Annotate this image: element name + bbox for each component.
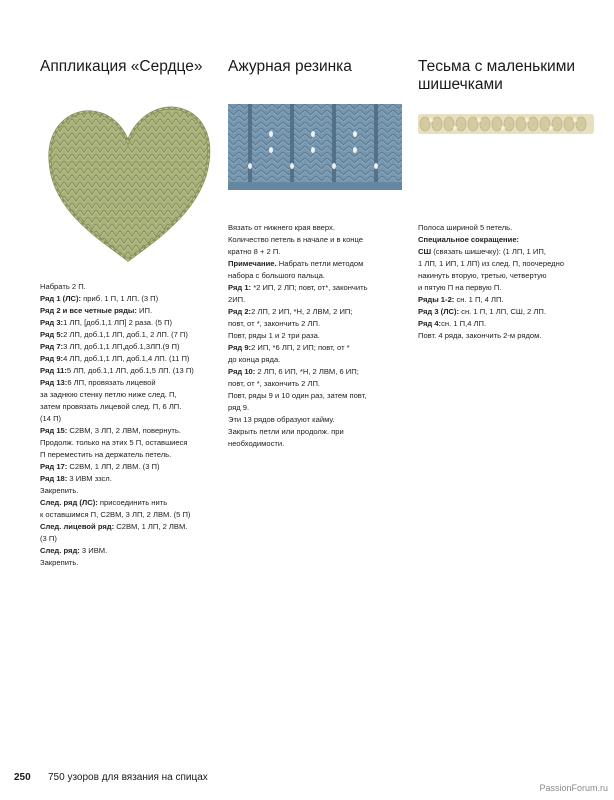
instruction-line: Полоса шириной 5 петель.	[418, 223, 513, 232]
instruction-line: (3 П)	[40, 534, 57, 543]
instruction-line: кратно 8 + 2 П.	[228, 247, 281, 256]
instruction-line: След. ряд: 3 ИВМ.	[40, 546, 108, 555]
title-line: Тесьма с маленькими	[418, 58, 576, 75]
instruction-line: 2ИП.	[228, 295, 246, 304]
instruction-line: до конца ряда.	[228, 355, 281, 364]
instruction-line: 1 ЛП, 1 ИП, 1 ЛП) из след. П, поочередно	[418, 259, 565, 268]
instruction-line: Ряд 18: 3 ИВМ ззсл.	[40, 474, 112, 483]
instruction-line: Ряды 1-2: сн. 1 П, 4 ЛП.	[418, 295, 504, 304]
instruction-line: Ряд 17: С2ВМ, 1 ЛП, 2 ЛВМ. (3 П)	[40, 462, 160, 471]
instruction-line: (14 П)	[40, 414, 62, 423]
bobble-cord-swatch-image	[418, 110, 594, 138]
lace-rib-instructions	[228, 222, 368, 450]
instruction-line: ряд 9.	[228, 403, 250, 412]
instruction-line: Примечание. Набрать петли методом	[228, 259, 364, 268]
instruction-line: Ряд 5:2 ЛП, доб.1,1 ЛП, доб.1, 2 ЛП. (7 П)	[40, 330, 188, 339]
instruction-line: необходимости.	[228, 439, 285, 448]
instruction-line: повт, от *, закончить 2 ЛП.	[228, 319, 321, 328]
instruction-line: Ряд 1 (ЛС): приб. 1 П, 1 ЛП. (3 П)	[40, 294, 159, 303]
instruction-line: повт, от *, закончить 2 ЛП.	[228, 379, 321, 388]
instruction-line: Закрепить.	[40, 558, 79, 567]
instruction-line: Вязать от нижнего края вверх.	[228, 223, 335, 232]
title-line: шишечками	[418, 76, 503, 93]
instruction-line: набора с большого пальца.	[228, 271, 325, 280]
heart-swatch-image	[40, 98, 218, 270]
bobble-cord-instructions	[418, 222, 564, 342]
book-title: 750 узоров для вязания на спицах	[48, 772, 208, 783]
page-number: 250	[14, 772, 31, 783]
instruction-line: Ряд 9:4 ЛП, доб.1,1 ЛП, доб.1,4 ЛП. (11 П)	[40, 354, 190, 363]
title-lace-rib: Ажурная резинка	[228, 58, 352, 75]
instruction-line: Набрать 2 П.	[40, 282, 86, 291]
instruction-line: П переместить на держатель петель.	[40, 450, 172, 459]
instruction-line: Ряд 11:5 ЛП, доб.1,1 ЛП, доб.1,5 ЛП. (13 П)	[40, 366, 194, 375]
instruction-line: Ряд 2:2 ЛП, 2 ИП, *Н, 2 ЛВМ, 2 ИП;	[228, 307, 353, 316]
instruction-line: След. лицевой ряд: С2ВМ, 1 ЛП, 2 ЛВМ.	[40, 522, 188, 531]
instruction-line: Специальное сокращение:	[418, 235, 520, 244]
instruction-line: за заднюю стенку петлю ниже след. П,	[40, 390, 177, 399]
instruction-line: Повт, ряды 1 и 2 три раза.	[228, 331, 320, 340]
instruction-line: Ряд 3 (ЛС): сн. 1 П, 1 ЛП, СШ, 2 ЛП.	[418, 307, 546, 316]
instruction-line: Повт. 4 ряда, закончить 2-м рядом.	[418, 331, 542, 340]
instruction-line: Количество петель в начале и в конце	[228, 235, 363, 244]
instruction-line: Ряд 2 и все четные ряды: ИП.	[40, 306, 153, 315]
instruction-line: Ряд 9:2 ИП, *6 ЛП, 2 ИП; повт, от *	[228, 343, 350, 352]
lace-rib-swatch-image	[228, 104, 402, 190]
instruction-line: Ряд 10: 2 ЛП, 6 ИП, *Н, 2 ЛВМ, 6 ИП;	[228, 367, 359, 376]
instruction-line: СШ (связать шишечку): (1 ЛП, 1 ИП,	[418, 247, 546, 256]
title-bobble-cord	[418, 58, 575, 94]
instruction-line: Повт, ряды 9 и 10 один раз, затем повт,	[228, 391, 367, 400]
instruction-line: Эти 13 рядов образуют кайму.	[228, 415, 335, 424]
instruction-line: Продолж. только на этих 5 П, оставшиеся	[40, 438, 188, 447]
instruction-line: Закрыть петли или продолж. при	[228, 427, 344, 436]
instruction-line: Ряд 7:3 ЛП, доб.1,1 ЛП,доб.1,3ЛП.(9 П)	[40, 342, 180, 351]
instruction-line: накинуть вторую, третью, четвертую	[418, 271, 547, 280]
heart-instructions	[40, 281, 194, 569]
instruction-line: Ряд 4:сн. 1 П,4 ЛП.	[418, 319, 487, 328]
instruction-line: Ряд 1: *2 ИП, 2 ЛП; повт, от*, закончить	[228, 283, 368, 292]
instruction-line: Ряд 13:6 ЛП, провязать лицевой	[40, 378, 156, 387]
instruction-line: затем провязать лицевой след. П, 6 ЛП.	[40, 402, 182, 411]
instruction-line: Закрепить.	[40, 486, 79, 495]
instruction-line: Ряд 3:1 ЛП, [доб.1,1 ЛП] 2 раза. (5 П)	[40, 318, 173, 327]
watermark: PassionForum.ru	[539, 783, 608, 793]
title-heart: Аппликация «Сердце»	[40, 58, 203, 75]
instruction-line: к оставшимся П, С2ВМ, 3 ЛП, 2 ЛВМ. (5 П)	[40, 510, 191, 519]
instruction-line: Ряд 15: С2ВМ, 3 ЛП, 2 ЛВМ, повернуть.	[40, 426, 181, 435]
instruction-line: и пятую П на первую П.	[418, 283, 502, 292]
instruction-line: След. ряд (ЛС): присоединить нить	[40, 498, 168, 507]
